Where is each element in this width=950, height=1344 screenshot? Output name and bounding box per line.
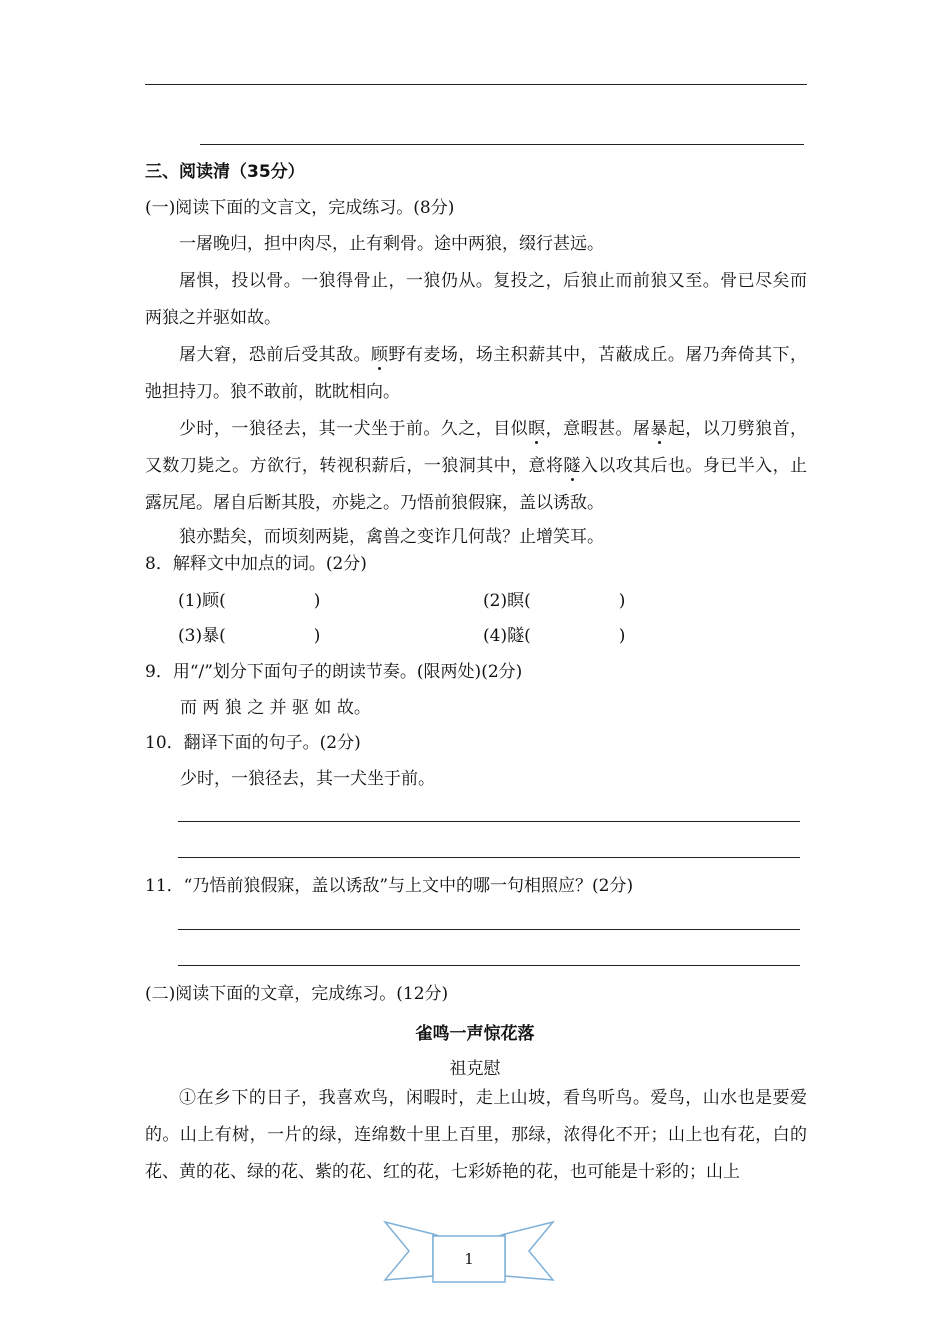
part1-intro: (一)阅读下面的文言文，完成练习。(8分) [145, 198, 455, 218]
classical-paragraph-4: 少时，一狼径去，其一犬坐于前。久之，目似瞑，意暇甚。屠暴起，以刀劈狼首，又数刀毙之。方欲行，转视积薪后，一狼洞其中，意将隧入以攻其后也。身已半入，止露尻尾。屠自后断其股，亦毙之。乃悟前狼假寐，盖以诱敌。 [145, 419, 808, 513]
q10-sentence: 少时，一狼径去，其一犬坐于前。 [180, 769, 435, 789]
top-rule [145, 84, 807, 85]
classical-paragraph-1: 一屠晚归，担中肉尽，止有剩骨。途中两狼，缀行甚远。 [179, 234, 604, 254]
q8-item-3: (3)暴( ) [178, 626, 321, 646]
q8-item-4: (4)隧( ) [483, 626, 626, 646]
q8-item-1: (1)顾( ) [178, 591, 321, 611]
article-body [145, 1080, 807, 1191]
q11-answer-line-2[interactable] [178, 965, 800, 966]
classical-paragraph-3: 屠大窘，恐前后受其敌。顾野有麦场，场主积薪其中，苫蔽成丘。屠乃奔倚其下，弛担持刀。狼不敢前，眈眈相向。 [145, 345, 808, 402]
dotted-word-sui: 隧 [563, 456, 581, 476]
q8-item-2: (2)瞑( ) [483, 591, 626, 611]
part2-intro: (二)阅读下面的文章，完成练习。(12分) [145, 984, 449, 1004]
answer-line [200, 144, 804, 145]
dotted-word-ming: 瞑 [528, 419, 546, 439]
article-paragraph-1: ①在乡下的日子，我喜欢鸟，闲暇时，走上山坡，看鸟听鸟。爱鸟，山水也是要爱的。山上有树，一片的绿，连绵数十里上百里，那绿，浓得化不开；山上也有花，白的花、黄的花、绿的花、紫的花、红的花，七彩娇艳的花，也可能是十彩的；山上 [145, 1088, 807, 1182]
q11-answer-line-1[interactable] [178, 929, 800, 930]
classical-text [145, 226, 807, 552]
question-9: 9．用“/”划分下面句子的朗读节奏。(限两处)(2分) [145, 662, 523, 682]
classical-paragraph-5: 狼亦黠矣，而顷刻两毙，禽兽之变诈几何哉？止增笑耳。 [179, 527, 604, 547]
article-title: 雀鸣一声惊花落 [415, 1024, 535, 1044]
question-10: 10．翻译下面的句子。(2分) [145, 733, 361, 753]
section-title: 三、阅读清（35分） [145, 162, 305, 182]
page-number: 1 [464, 1250, 474, 1268]
q10-answer-line-2[interactable] [178, 857, 800, 858]
q10-answer-line-1[interactable] [178, 821, 800, 822]
article-author: 祖克慰 [449, 1059, 501, 1079]
classical-paragraph-2: 屠惧，投以骨。一狼得骨止，一狼仍从。复投之，后狼止而前狼又至。骨已尽矣而两狼之并驱如故。 [145, 271, 807, 328]
question-8: 8．解释文中加点的词。(2分) [145, 554, 367, 574]
dotted-word-gu: 顾 [371, 345, 389, 365]
q9-sentence: 而 两 狼 之 并 驱 如 故。 [180, 698, 371, 718]
question-11: 11．“乃悟前狼假寐，盖以诱敌”与上文中的哪一句相照应？(2分) [145, 876, 634, 896]
dotted-word-bao: 暴 [650, 419, 668, 439]
